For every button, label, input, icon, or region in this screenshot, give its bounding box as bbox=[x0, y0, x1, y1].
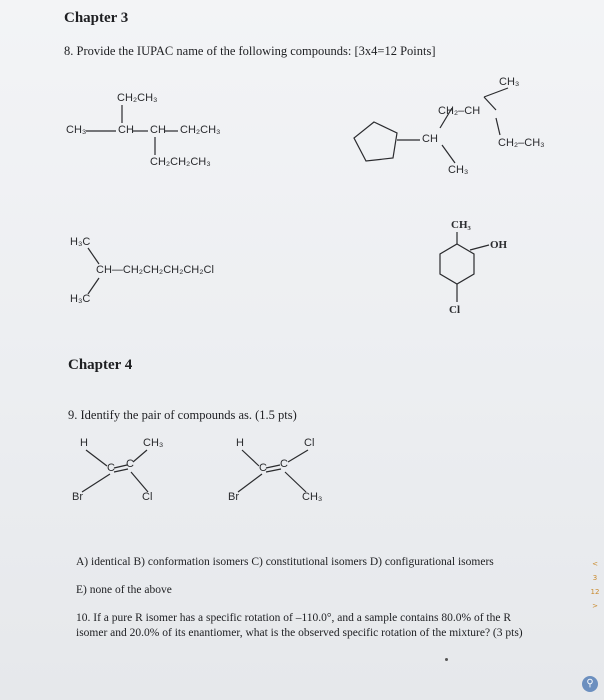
right-alkene-cl: Cl bbox=[304, 437, 315, 449]
question-10-line2: isomer and 20.0% of its enantiomer, what is the observed specific rotation of the mixture? (3 pts) bbox=[76, 627, 523, 639]
right-alkene-c1: C bbox=[259, 462, 267, 474]
chapter3-heading: Chapter 3 bbox=[64, 10, 129, 26]
answer-choices-line2: E) none of the above bbox=[76, 584, 172, 596]
right-alkene-br: Br bbox=[228, 491, 239, 503]
page-scroller[interactable] bbox=[588, 560, 602, 640]
answer-choices-line1: A) identical B) conformation isomers C) constitutional isomers D) configurational isomers bbox=[76, 556, 494, 568]
compound2-bottom-methyl: CH₃ bbox=[448, 164, 469, 176]
question-10-line1: 10. If a pure R isomer has a specific rotation of –110.0°, and a sample contains 80.0% of the R bbox=[76, 612, 511, 624]
scroll-down-icon[interactable]: > bbox=[592, 602, 598, 610]
compound4-chloro: Cl bbox=[449, 304, 460, 316]
compound1-ch-a: CH bbox=[118, 124, 134, 136]
compound1-ch-b: CH bbox=[150, 124, 166, 136]
right-alkene-c2: C bbox=[280, 458, 288, 470]
stray-mark bbox=[445, 658, 448, 661]
compound3-lower-methyl: H₃C bbox=[70, 293, 91, 305]
scroll-up-icon[interactable]: < bbox=[592, 560, 598, 568]
compound3-upper-methyl: H₃C bbox=[70, 236, 91, 248]
compound2-ch2-ch: CH₂–CH bbox=[438, 105, 481, 117]
compound1-left-methyl: CH₃ bbox=[66, 124, 87, 136]
left-alkene-cl: Cl bbox=[142, 491, 153, 503]
left-alkene-br: Br bbox=[72, 491, 83, 503]
magnifier-icon[interactable]: ⚲ bbox=[582, 676, 598, 692]
page-number-total: 12 bbox=[590, 588, 600, 596]
right-alkene-h: H bbox=[236, 437, 244, 449]
right-alkene-ch3: CH₃ bbox=[302, 491, 323, 503]
compound4-hydroxyl: OH bbox=[490, 239, 508, 251]
question-9: 9. Identify the pair of compounds as. (1.5 pts) bbox=[68, 408, 297, 422]
compound3-main-chain: CH—CH₂CH₂CH₂CH₂Cl bbox=[96, 264, 214, 276]
left-alkene-c1: C bbox=[107, 462, 115, 474]
question-8: 8. Provide the IUPAC name of the following compounds: [3x4=12 Points] bbox=[64, 44, 436, 58]
page-number-current: 3 bbox=[592, 574, 598, 582]
compound2-ring-ch: CH bbox=[422, 133, 438, 145]
compound2-top-methyl: CH₃ bbox=[499, 76, 520, 88]
left-alkene-h: H bbox=[80, 437, 88, 449]
left-alkene-ch3: CH₃ bbox=[143, 437, 164, 449]
left-alkene-c2: C bbox=[126, 458, 134, 470]
compound4-methyl: CH₃ bbox=[451, 219, 471, 231]
compound2-right-ethyl: CH₂–CH₃ bbox=[498, 137, 545, 149]
compound1-bottom-propyl: CH₂CH₂CH₃ bbox=[150, 156, 211, 168]
compound1-right-ethyl: CH₂CH₃ bbox=[180, 124, 221, 136]
chapter4-heading: Chapter 4 bbox=[68, 357, 133, 373]
compound1-top-substituent: CH₂CH₃ bbox=[117, 92, 158, 104]
